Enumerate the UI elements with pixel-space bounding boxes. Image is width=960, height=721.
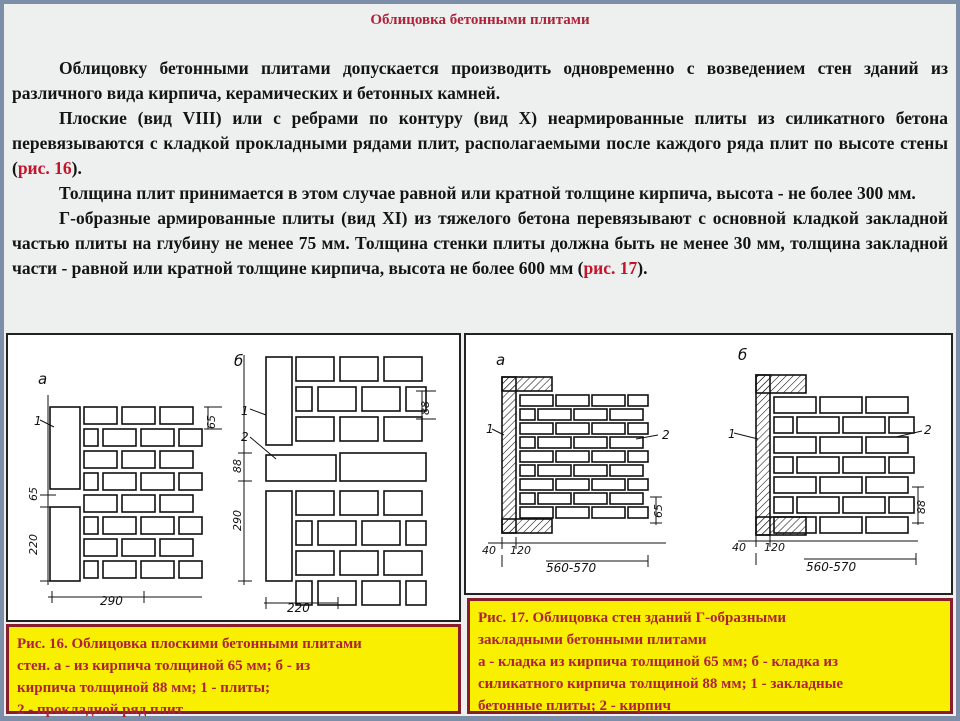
brick-pattern-a — [502, 377, 648, 533]
paragraph-3: Толщина плит принимается в этом случае равной или кратной толщине кирпича, высота - не более 300 мм. — [59, 183, 916, 203]
dim-65-a-right: 65 — [205, 415, 218, 429]
slide — [4, 4, 956, 716]
callout-2-b: 2 — [924, 423, 932, 437]
figure-17-panel — [464, 333, 953, 595]
brick-pattern-b — [266, 357, 426, 605]
paragraph-1: Облицовку бетонными плитами допускается производить одновременно с возведением стен зданий из различного вида кирпича, керамических и бетонных камней. — [12, 58, 948, 103]
dim-40-a: 40 — [482, 544, 496, 557]
label-a: а — [496, 351, 506, 369]
dim-bottom-b: 220 — [287, 601, 310, 615]
dim-88-b-left: 88 — [231, 459, 244, 473]
dim-290-b: 290 — [231, 510, 244, 531]
figure-16-caption: Рис. 16. Облицовка плоскими бетонными плитами стен. а - из кирпича толщиной 65 мм; б - из кирпича толщиной 88 мм; 1 - плиты; 2 - прокладной ряд плит — [6, 624, 461, 714]
page-title: Облицовка бетонными плитами — [370, 12, 590, 28]
figure-16-panel — [6, 333, 461, 622]
figure-16-drawing — [8, 335, 459, 620]
callout-1-b: 1 — [728, 427, 736, 441]
brick-pattern-a — [50, 407, 202, 581]
dimension-lines — [488, 429, 924, 567]
dim-560-a: 560-570 — [546, 561, 597, 575]
label-a: а — [38, 370, 48, 388]
dim-88-b: 88 — [915, 500, 928, 514]
brick-pattern-b — [756, 375, 914, 535]
paragraph-4: Г-образные армированные плиты (вид XI) из тяжелого бетона перевязывают с основной кладкой закладной частью плиты на глубину не менее 75 мм. Толщина стенки плиты должна быть не менее 30 мм, толщина закладной части - равной или кратной толщине кирпича, высота не более 600 мм (рис. 17). — [12, 208, 948, 278]
figure-17-reference: рис. 17 — [583, 258, 638, 278]
label-b: б — [738, 346, 748, 364]
dim-bottom-a: 290 — [100, 594, 123, 608]
callout-1-a: 1 — [486, 422, 494, 436]
dimension-lines — [40, 355, 436, 609]
dim-88-b-top: 88 — [419, 401, 432, 415]
callout-2-b: 2 — [241, 430, 249, 444]
body-text — [12, 56, 948, 281]
figure-16-reference: рис. 16 — [17, 158, 72, 178]
figure-17-caption: Рис. 17. Облицовка стен зданий Г-образными закладными бетонными плитами а - кладка из кирпича толщиной 65 мм; б - кладка из силикатного кирпича толщиной 88 мм; 1 - закладные бетонные плиты; 2 - кирпич — [467, 598, 953, 714]
callout-2-a: 2 — [662, 428, 670, 442]
callout-1-a: 1 — [34, 414, 42, 428]
dim-65-a: 65 — [652, 504, 665, 518]
paragraph-2: Плоские (вид VIII) или с ребрами по контуру (вид X) неармированные плиты из силикатного бетона перевязываются с кладкой прокладными рядами плит, располагаемыми после каждого ряда плит по высоте стены (рис. 16). — [12, 108, 948, 178]
dim-65-a: 65 — [27, 487, 40, 501]
figure-17-drawing — [466, 335, 951, 593]
dim-120-a: 120 — [510, 544, 531, 557]
dim-560-b: 560-570 — [806, 560, 857, 574]
dim-220-a: 220 — [27, 534, 40, 555]
dim-120-b: 120 — [764, 541, 785, 554]
label-b: б — [234, 352, 244, 370]
dim-40-b: 40 — [732, 541, 746, 554]
callout-1-b: 1 — [241, 404, 249, 418]
